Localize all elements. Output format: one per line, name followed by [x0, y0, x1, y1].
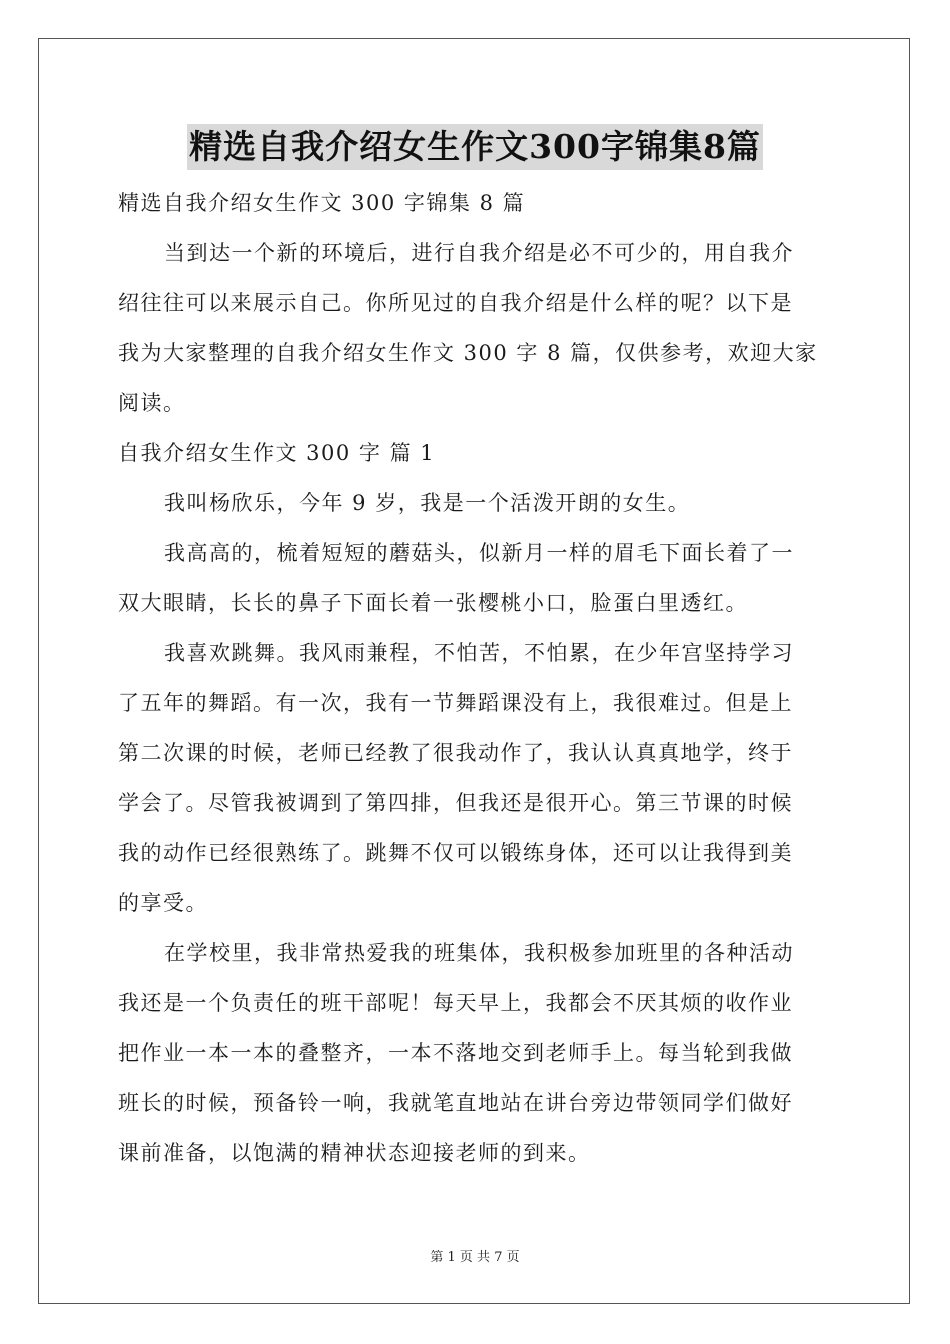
text-line: 我喜欢跳舞。我风雨兼程，不怕苦，不怕累，在少年宫坚持学习	[164, 641, 794, 665]
document-title: 精选自我介绍女生作文300字锦集8篇	[187, 124, 763, 170]
text-line: 精选自我介绍女生作文 300 字锦集 8 篇	[118, 191, 526, 215]
text-line: 课前准备，以饱满的精神状态迎接老师的到来。	[118, 1141, 591, 1165]
text-line: 双大眼睛，长长的鼻子下面长着一张樱桃小口，脸蛋白里透红。	[118, 591, 748, 615]
text-line: 学会了。尽管我被调到了第四排，但我还是很开心。第三节课的时候	[118, 791, 793, 815]
text-line: 我叫杨欣乐，今年 9 岁，我是一个活泼开朗的女生。	[164, 491, 691, 515]
document-body	[118, 178, 834, 1178]
text-line: 在学校里，我非常热爱我的班集体，我积极参加班里的各种活动	[164, 941, 794, 965]
text-line: 第二次课的时候，老师已经教了很我动作了，我认认真真地学，终于	[118, 741, 793, 765]
text-line: 班长的时候，预备铃一响，我就笔直地站在讲台旁边带领同学们做好	[118, 1091, 793, 1115]
text-line: 自我介绍女生作文 300 字 篇 1	[118, 441, 436, 465]
text-line: 我还是一个负责任的班干部呢！每天早上，我都会不厌其烦的收作业	[118, 991, 793, 1015]
text-line: 我的动作已经很熟练了。跳舞不仅可以锻练身体，还可以让我得到美	[118, 841, 793, 865]
text-line: 我高高的，梳着短短的蘑菇头，似新月一样的眉毛下面长着了一	[164, 541, 794, 565]
text-line: 绍往往可以来展示自己。你所见过的自我介绍是什么样的呢？以下是	[118, 291, 793, 315]
page-footer: 第 1 页 共 7 页	[430, 1250, 520, 1265]
text-line: 了五年的舞蹈。有一次，我有一节舞蹈课没有上，我很难过。但是上	[118, 691, 793, 715]
text-line: 阅读。	[118, 391, 186, 415]
text-line: 的享受。	[118, 891, 208, 915]
text-line: 把作业一本一本的叠整齐，一本不落地交到老师手上。每当轮到我做	[118, 1041, 793, 1065]
text-line: 我为大家整理的自我介绍女生作文 300 字 8 篇，仅供参考，欢迎大家	[118, 341, 818, 365]
title-container	[0, 124, 950, 170]
text-line: 当到达一个新的环境后，进行自我介绍是必不可少的，用自我介	[164, 241, 794, 265]
